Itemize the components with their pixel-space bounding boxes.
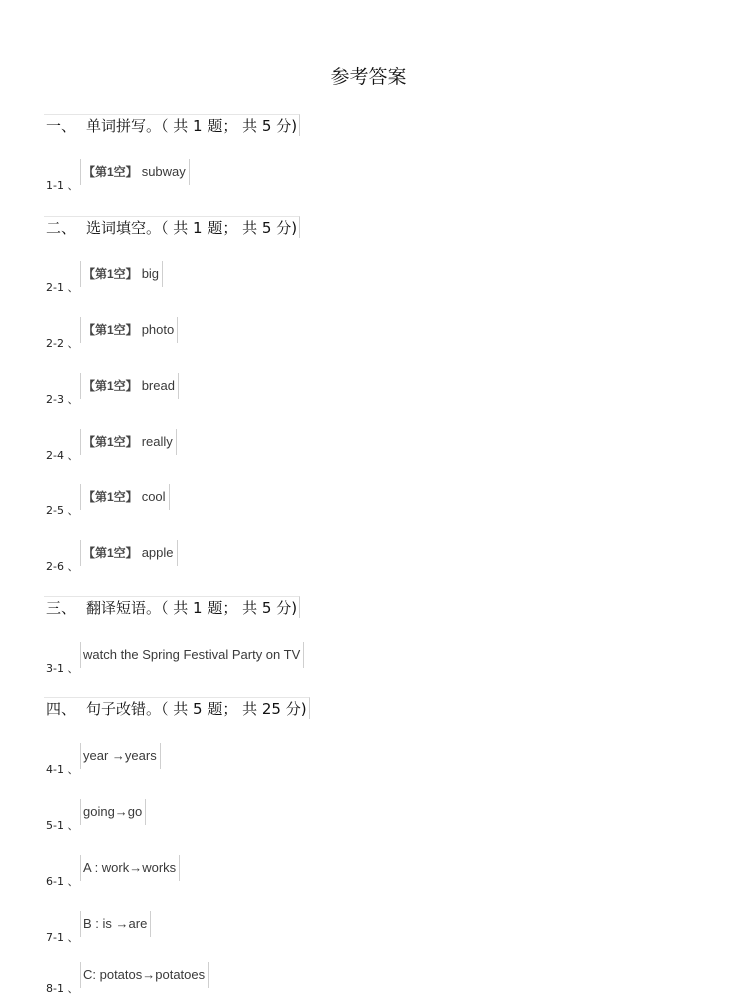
question-number: 8-1 、 xyxy=(46,982,79,995)
question-number: 5-1 、 xyxy=(46,819,79,832)
blank-label: 【第1空】 xyxy=(83,267,138,281)
question-number: 4-1 、 xyxy=(46,763,79,776)
blank-label: 【第1空】 xyxy=(83,546,138,560)
answer-text: B : is →are xyxy=(83,916,148,931)
section-number: 四、 xyxy=(46,700,77,718)
answer-box xyxy=(80,743,161,769)
answer-box xyxy=(80,540,178,566)
answer-box xyxy=(80,261,163,287)
question-number: 3-1 、 xyxy=(46,662,79,675)
section-number: 二、 xyxy=(46,219,77,237)
page-title: 参考答案 xyxy=(330,66,407,88)
question-number: 2-4 、 xyxy=(46,449,79,462)
question-number: 1-1 、 xyxy=(46,179,79,192)
question-number: 7-1 、 xyxy=(46,931,79,944)
blank-label: 【第1空】 xyxy=(83,490,138,504)
answer-box xyxy=(80,855,180,881)
answer-text: really xyxy=(141,434,173,449)
blank-label: 【第1空】 xyxy=(83,435,138,449)
blank-label: 【第1空】 xyxy=(83,379,138,393)
question-number: 2-6 、 xyxy=(46,560,79,573)
answer-box xyxy=(80,911,151,937)
answer-text: apple xyxy=(141,545,174,560)
blank-label: 【第1空】 xyxy=(83,165,138,179)
question-number: 2-3 、 xyxy=(46,393,79,406)
answer-text: big xyxy=(141,266,160,281)
answer-text: photo xyxy=(141,322,175,337)
section-title: 句子改错。（ 共 5 题； 共 25 分) xyxy=(86,700,307,718)
answer-text: cool xyxy=(141,489,166,504)
question-number: 2-5 、 xyxy=(46,504,79,517)
answer-box xyxy=(80,429,177,455)
answer-text: year →years xyxy=(83,748,157,763)
section-number: 三、 xyxy=(46,599,77,617)
question-number: 2-1 、 xyxy=(46,281,79,294)
answer-box xyxy=(80,484,170,510)
blank-label: 【第1空】 xyxy=(83,323,138,337)
section-heading-3 xyxy=(44,596,300,618)
section-heading-1 xyxy=(44,114,300,136)
answer-text: watch the Spring Festival Party on TV xyxy=(83,647,301,662)
answer-text: C: potatos→potatoes xyxy=(83,967,206,982)
section-number: 一、 xyxy=(46,117,77,135)
section-heading-4 xyxy=(44,697,310,719)
section-title: 选词填空。（ 共 1 题； 共 5 分) xyxy=(86,219,298,237)
answer-text: A : work→works xyxy=(83,860,177,875)
answer-text: bread xyxy=(141,378,175,393)
answer-box xyxy=(80,799,146,825)
answer-text: subway xyxy=(141,164,186,179)
section-heading-2 xyxy=(44,216,300,238)
answer-text: going→go xyxy=(83,804,143,819)
section-title: 翻译短语。（ 共 1 题； 共 5 分) xyxy=(86,599,298,617)
section-title: 单词拼写。（ 共 1 题； 共 5 分) xyxy=(86,117,298,135)
answer-box xyxy=(80,642,304,668)
answer-box xyxy=(80,159,190,185)
answer-box xyxy=(80,962,209,988)
answer-box xyxy=(80,373,179,399)
question-number: 2-2 、 xyxy=(46,337,79,350)
question-number: 6-1 、 xyxy=(46,875,79,888)
answer-box xyxy=(80,317,178,343)
